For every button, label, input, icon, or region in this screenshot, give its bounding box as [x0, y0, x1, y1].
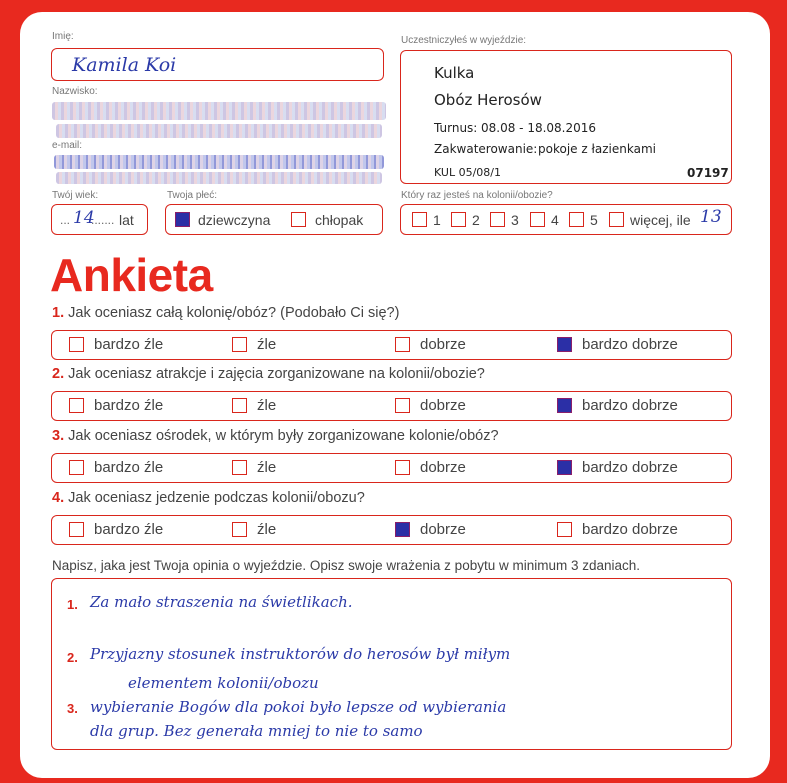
survey-title: Ankieta [50, 249, 213, 301]
gender-field [165, 204, 383, 235]
answer-row-3 [51, 453, 732, 483]
answer-label: bardzo źle [94, 336, 164, 353]
answer-checkbox-2-4[interactable] [557, 398, 572, 413]
opinion-box[interactable] [51, 578, 732, 750]
answer-checkbox-2-2[interactable] [232, 398, 247, 413]
answer-label: bardzo dobrze [582, 397, 678, 414]
answer-label: bardzo źle [94, 397, 164, 414]
camp-card [400, 50, 732, 184]
survey-sheet [20, 12, 770, 778]
times-2-label: 2 [472, 212, 480, 228]
zakw-value: pokoje z łazienkami [538, 142, 656, 156]
opinion-num-1: 1. [67, 597, 78, 612]
answer-label: bardzo źle [94, 459, 164, 476]
camp-line1: Kulka [434, 64, 475, 82]
answer-label: bardzo źle [94, 521, 164, 538]
question-number: 2. [52, 366, 65, 382]
answer-checkbox-1-1[interactable] [69, 337, 84, 352]
answer-label: bardzo dobrze [582, 459, 678, 476]
surname-redacted [52, 102, 386, 120]
question-number: 4. [52, 490, 65, 506]
email-redacted [54, 155, 384, 169]
answer-label: bardzo dobrze [582, 336, 678, 353]
gender-label: Twoja płeć: [167, 190, 218, 201]
answer-checkbox-4-4[interactable] [557, 522, 572, 537]
times-3-label: 3 [511, 212, 519, 228]
answer-checkbox-4-1[interactable] [69, 522, 84, 537]
answer-row-2 [51, 391, 732, 421]
opinion-line-5: dla grup. Bez generała mniej to nie to samo [90, 722, 423, 740]
times-5-label: 5 [590, 212, 598, 228]
answer-label: bardzo dobrze [582, 521, 678, 538]
times-field [400, 204, 732, 235]
participated-label: Uczestniczyłeś w wyjeździe: [401, 35, 527, 46]
question-number: 3. [52, 428, 65, 444]
times-3-checkbox[interactable] [490, 212, 505, 227]
question-text: Jak oceniasz jedzenie podczas kolonii/obozu? [68, 490, 365, 506]
answer-label: dobrze [420, 336, 466, 353]
zakw-label: Zakwaterowanie: [434, 142, 538, 156]
email-label: e-mail: [52, 140, 83, 151]
times-4-label: 4 [551, 212, 559, 228]
times-4-checkbox[interactable] [530, 212, 545, 227]
opinion-line-1: Za mało straszenia na świetlikach. [90, 593, 353, 611]
times-1-checkbox[interactable] [412, 212, 427, 227]
answer-checkbox-3-1[interactable] [69, 460, 84, 475]
question-text: Jak oceniasz całą kolonię/obóz? (Podobało Ci się?) [68, 305, 400, 321]
answer-label: dobrze [420, 397, 466, 414]
answer-row-4 [51, 515, 732, 545]
camp-line2: Obóz Herosów [434, 91, 542, 109]
times-5-checkbox[interactable] [569, 212, 584, 227]
opinion-prompt: Napisz, jaka jest Twoja opinia o wyjeździe. Opisz swoje wrażenia z pobytu w minimum 3 zdaniach. [52, 558, 641, 573]
name-label: Imię: [52, 31, 74, 42]
answer-checkbox-1-4[interactable] [557, 337, 572, 352]
answer-checkbox-4-3[interactable] [395, 522, 410, 537]
answer-checkbox-2-3[interactable] [395, 398, 410, 413]
answer-checkbox-2-1[interactable] [69, 398, 84, 413]
answer-label: źle [257, 459, 277, 476]
times-2-checkbox[interactable] [451, 212, 466, 227]
times-more-value: 13 [700, 207, 722, 227]
camp-id: 07197 [687, 166, 729, 180]
surname-label: Nazwisko: [52, 86, 98, 97]
times-more-checkbox[interactable] [609, 212, 624, 227]
gender-female-label: dziewczyna [198, 212, 271, 228]
question-2 [52, 366, 485, 382]
turnus-value: 08.08 - 18.08.2016 [481, 121, 597, 135]
answer-checkbox-1-3[interactable] [395, 337, 410, 352]
answer-checkbox-4-2[interactable] [232, 522, 247, 537]
age-unit: lat [119, 212, 134, 228]
opinion-line-4: wybieranie Bogów dla pokoi było lepsze od wybierania [90, 698, 507, 716]
question-3 [52, 428, 499, 444]
email-redacted-2 [56, 172, 382, 184]
surname-redacted-2 [56, 124, 382, 138]
answer-label: dobrze [420, 521, 466, 538]
answer-checkbox-3-4[interactable] [557, 460, 572, 475]
gender-male-label: chłopak [315, 212, 364, 228]
opinion-line-3: elementem kolonii/obozu [128, 674, 319, 692]
answer-label: źle [257, 521, 277, 538]
question-text: Jak oceniasz ośrodek, w którym były zorganizowane kolonie/obóz? [68, 428, 499, 444]
question-text: Jak oceniasz atrakcje i zajęcia zorganizowane na kolonii/obozie? [68, 366, 485, 382]
opinion-num-2: 2. [67, 650, 78, 665]
turnus-label: Turnus: [434, 121, 478, 135]
name-value: Kamila Koi [72, 54, 177, 76]
times-label: Który raz jesteś na kolonii/obozie? [401, 190, 553, 201]
opinion-num-3: 3. [67, 701, 78, 716]
times-more-label: więcej, ile [630, 212, 691, 228]
answer-label: źle [257, 397, 277, 414]
answer-checkbox-1-2[interactable] [232, 337, 247, 352]
answer-checkbox-3-2[interactable] [232, 460, 247, 475]
gender-female-checkbox[interactable] [175, 212, 190, 227]
age-dots-before: ... [60, 213, 71, 227]
question-4 [52, 490, 365, 506]
question-number: 1. [52, 305, 65, 321]
age-field[interactable] [51, 204, 148, 235]
answer-label: źle [257, 336, 277, 353]
age-value: 14 [73, 208, 95, 228]
times-1-label: 1 [433, 212, 441, 228]
age-dots-after: ....... [91, 213, 115, 227]
name-field[interactable] [51, 48, 384, 81]
age-label: Twój wiek: [52, 190, 99, 201]
answer-label: dobrze [420, 459, 466, 476]
question-1 [52, 305, 399, 321]
camp-code: KUL 05/08/1 [434, 166, 501, 179]
gender-male-checkbox[interactable] [291, 212, 306, 227]
answer-checkbox-3-3[interactable] [395, 460, 410, 475]
answer-row-1 [51, 330, 732, 360]
opinion-line-2: Przyjazny stosunek instruktorów do herosów był miłym [90, 645, 511, 663]
